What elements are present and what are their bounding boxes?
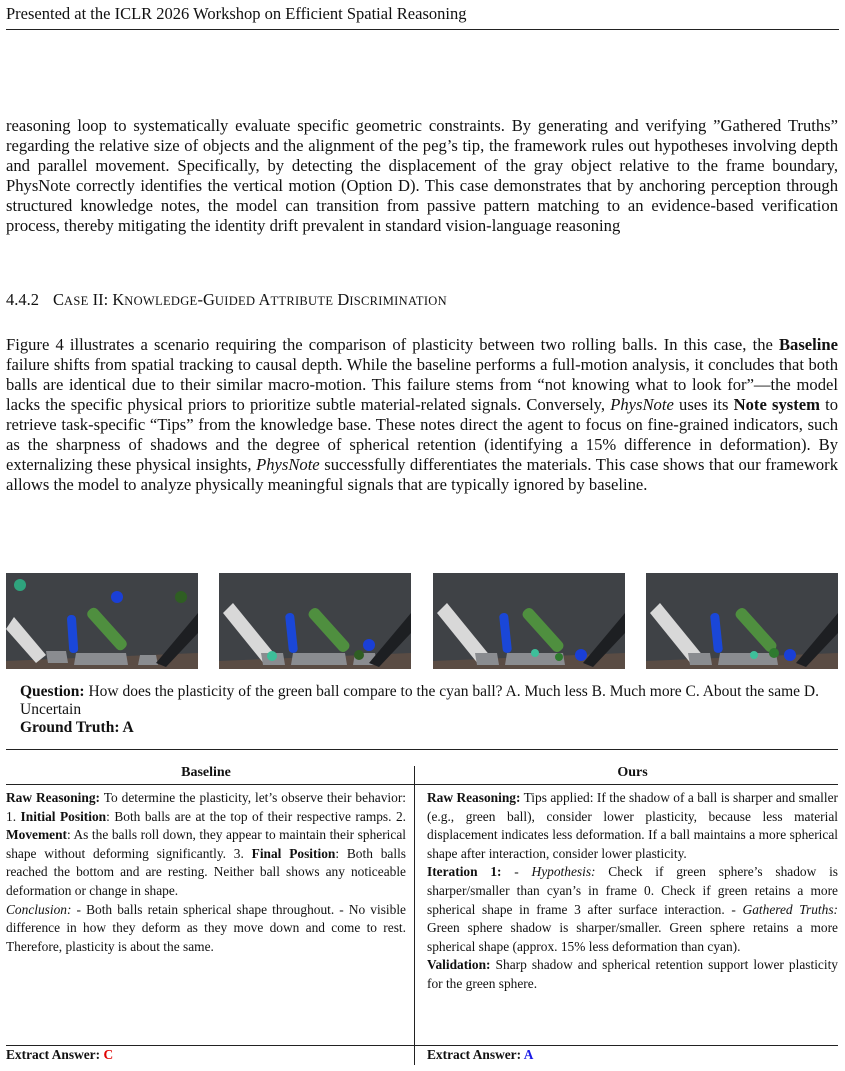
baseline-column-title: Baseline	[181, 765, 231, 780]
video-frame-3	[646, 573, 838, 669]
text-run: Check if green sphere’s shadow is sharper/smaller than cyan’s in frame 0. Check if green retains a more spherical shape in frame 3 after surface interaction. -	[427, 864, 839, 917]
table-extract-rule	[6, 1045, 838, 1046]
heading-part-smallcaps: ISCRIMINATION	[349, 294, 447, 308]
final-position-label: Final Position	[251, 845, 336, 861]
cyan-ball	[14, 579, 26, 591]
text-run: Tips applied: If the shadow of a ball is sharper and smaller (e.g., green ball), consider lower plasticity, because less material displacement indicates less deformation. If a ball maintains a more spherical shape after interaction, consider lower plasticity.	[427, 790, 838, 861]
question-text: How does the plasticity of the green ball compare to the cyan ball? A. Much less B. Much more C. About the same D. Uncertain	[20, 683, 819, 718]
extract-answer-correct: A	[523, 1047, 534, 1062]
text-run: : Both balls are at the top of their respective ramps. 2.	[106, 808, 407, 824]
baseline-extract-answer	[6, 1047, 113, 1063]
gathered-truths-label: Gathered Truths:	[742, 901, 838, 917]
text-run: failure shifts from spatial tracking to causal depth. While the baseline performs a full-motion analysis, it concludes that both balls are identical due to their similar macro-motion. This failure stems from “not knowing what to look for”—the model lacks the specific physical priors to prioritize subtle material-related signals. Conversely,	[6, 355, 838, 414]
ours-reasoning	[427, 789, 838, 994]
blue-ball	[111, 591, 123, 603]
video-frame-1	[219, 573, 411, 669]
question-label: Question:	[20, 683, 85, 700]
section-number: 4.4.2	[6, 290, 39, 309]
ours-extract-answer	[427, 1047, 533, 1063]
heading-part-smallcaps: ASE	[64, 294, 89, 308]
heading-part-smallcaps: UIDED	[214, 294, 256, 308]
heading-part-initial: K	[112, 290, 125, 309]
text-run: : As the balls roll down, they appear to maintain their spherical shape without deforming significantly. 3.	[6, 827, 406, 861]
hypothesis-label: Hypothesis:	[531, 864, 596, 880]
section-heading	[6, 290, 447, 311]
conclusion-label: Conclusion:	[6, 901, 72, 917]
baseline-reasoning	[6, 789, 406, 956]
text-run: Figure 4 illustrates a scenario requiring the comparison of plasticity between two rolling balls. In this case, the	[6, 335, 779, 354]
physnote-term: PhysNote	[610, 395, 674, 414]
video-frames-figure	[6, 573, 838, 669]
text-run: : Both balls reached the bottom and are resting. Neither ball shows any noticeable deformation or change in shape.	[6, 845, 406, 898]
extract-answer-label: Extract Answer:	[427, 1047, 524, 1062]
paragraph-continuation: reasoning loop to systematically evaluate specific geometric constraints. By generating and verifying ”Gathered Truths” regarding the relative size of objects and the alignment of the peg’s tip, the framework rules out hypotheses involving depth and parallel movement. Specifically, by detecting the displacement of the gray object relative to the frame boundary, PhysNote correctly identifies the vertical motion (Option D). This case demonstrates that by anchoring perception through structured knowledge notes, the model can transition from passive pattern matching to an evidence-based verification process, thereby mitigating the identity drift prevalent in standard vision-language reasoning	[6, 116, 838, 235]
running-header: Presented at the ICLR 2026 Workshop on Efficient Spatial Reasoning	[6, 3, 839, 30]
paragraph-case-ii	[6, 335, 838, 495]
raw-reasoning-label: Raw Reasoning:	[427, 790, 521, 805]
text-run: Green sphere shadow is sharper/smaller. Green sphere retains a more spherical shape (approx. 15% less deformation than cyan).	[427, 920, 838, 954]
text-run: to retrieve task-specific “Tips” from the knowledge base. These notes direct the agent to focus on fine-grained indicators, such as the sharpness of shadows and the degree of spherical retention (identifying a 15% difference in deformation). By externalizing these physical insights,	[6, 395, 839, 474]
iteration-label: Iteration 1:	[427, 864, 502, 880]
ground-truth-label: Ground Truth: A	[20, 719, 134, 736]
heading-part-smallcaps: TTRIBUTE	[270, 294, 334, 308]
extract-answer-wrong: C	[103, 1047, 114, 1062]
heading-part-initial: D	[333, 290, 350, 309]
ours-column-title: Ours	[617, 765, 648, 780]
video-frame-0	[6, 573, 198, 669]
heading-part-initial: -G	[197, 290, 215, 309]
text-run: - Both balls retain spherical shape throughout. - No visible difference in how they deform as they move down and come to rest. Therefore, plasticity is about the same.	[6, 901, 406, 954]
initial-position-label: Initial Position	[20, 808, 107, 824]
baseline-term: Baseline	[778, 335, 838, 354]
text-run: uses its	[673, 395, 734, 414]
heading-part-initial: A	[255, 290, 271, 309]
heading-part-initial: II:	[88, 290, 113, 309]
section-title	[53, 290, 447, 309]
text-run: Sharp shadow and spherical retention support lower plasticity for the green sphere.	[427, 957, 838, 991]
table-top-rule	[6, 749, 838, 750]
heading-part-smallcaps: NOWLEDGE	[124, 294, 198, 308]
table-header-rule	[6, 784, 838, 785]
validation-label: Validation:	[427, 957, 491, 973]
video-frame-2	[433, 573, 625, 669]
movement-label: Movement	[6, 827, 67, 843]
green-ball	[175, 591, 187, 603]
text-run: successfully differentiates the materials. This case shows that our framework allows the model to analyze physically meaningful signals that are typically ignored by baseline.	[6, 455, 838, 494]
physnote-term: PhysNote	[256, 455, 320, 474]
extract-answer-label: Extract Answer:	[6, 1047, 104, 1062]
text-run: -	[501, 864, 532, 880]
table-column-divider	[414, 766, 415, 1065]
heading-part-initial: C	[53, 290, 65, 309]
text-run: To determine the plasticity, let’s observe their behavior: 1.	[6, 790, 406, 824]
raw-reasoning-label: Raw Reasoning:	[6, 790, 100, 805]
question-block	[20, 683, 830, 737]
note-system-term: Note system	[733, 395, 820, 414]
